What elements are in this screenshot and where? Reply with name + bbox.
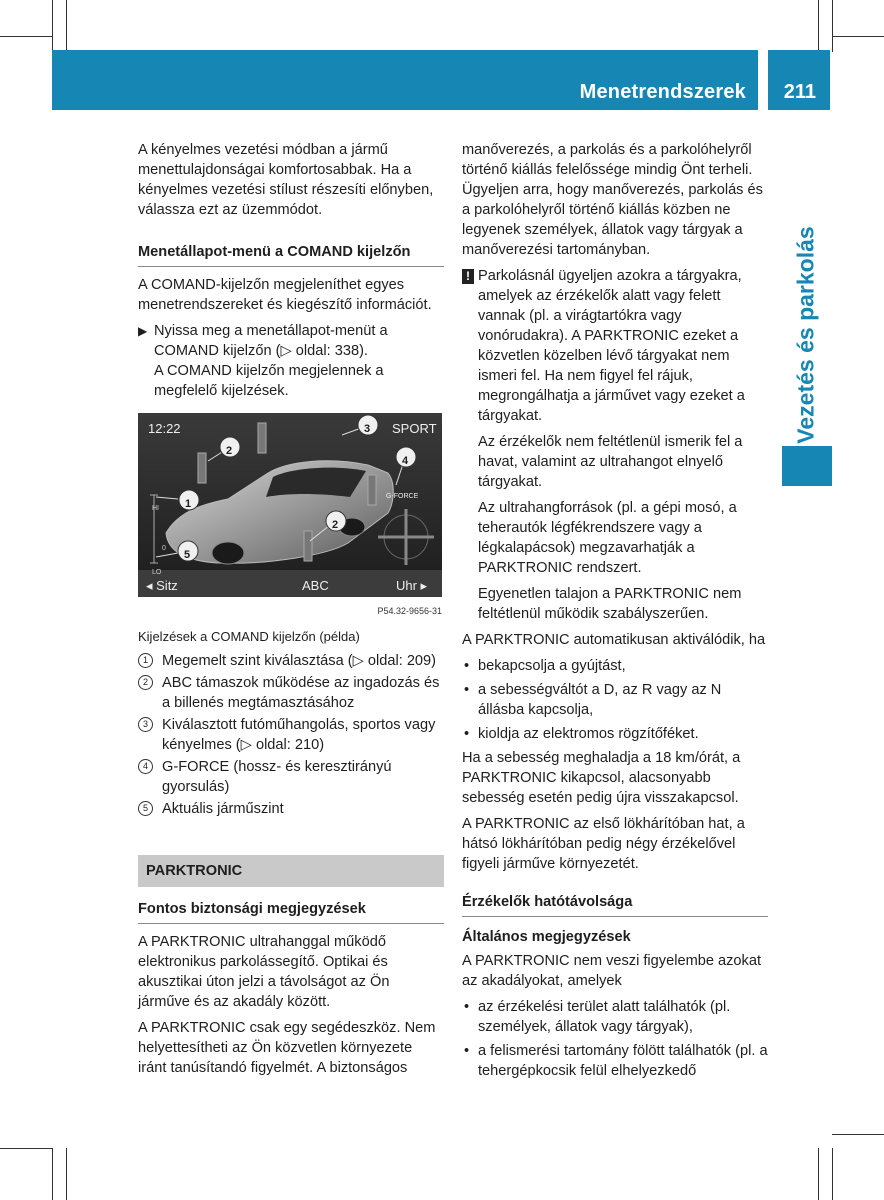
crop-mark [832, 1148, 833, 1200]
step-text: Nyissa meg a menetállapot-menüt a COMAND kijelzőn (▷ oldal: 338). [154, 323, 388, 359]
figure-reference: P54.32-9656-31 [377, 606, 442, 616]
circled-number-icon: 3 [138, 717, 153, 732]
list-item [462, 656, 768, 676]
bullet-icon: • [464, 658, 470, 674]
page-title: Menetrendszerek [579, 81, 746, 103]
paragraph: A PARKTRONIC automatikusan aktiválódik, ha [462, 632, 766, 648]
right-column [462, 140, 768, 1085]
list-item-text: G-FORCE (hossz- és keresztirányú gyorsulás) [162, 759, 392, 795]
list-item [462, 680, 768, 720]
level-lo-label: LO [152, 569, 162, 576]
warning-text: Az érzékelők nem feltétlenül ismerik fel a havat, valamint az ultrahangot elnyelő tárgyakat. [478, 434, 743, 490]
gforce-label: G-FORCE [386, 493, 419, 500]
list-item [138, 673, 444, 713]
list-item [462, 1041, 768, 1081]
circled-number-icon: 5 [138, 801, 153, 816]
step-arrow-icon: ▶ [138, 324, 148, 338]
bullet-icon: • [464, 1043, 470, 1059]
level-hi-label: HI [152, 505, 159, 512]
crop-mark [818, 1148, 819, 1200]
list-item-text: Kiválasztott futóműhangolás, sportos vagy kényelmes (▷ oldal: 210) [162, 717, 436, 753]
bullet-icon: • [464, 726, 470, 742]
crop-mark [832, 36, 884, 37]
crop-mark [0, 36, 52, 37]
callout-4-label: 4 [402, 455, 409, 467]
crop-mark [0, 1148, 52, 1149]
list-item [462, 997, 768, 1037]
softkey-left: ◂ Sitz [146, 578, 178, 593]
clock-label: 12:22 [148, 421, 181, 436]
page-number-box [768, 50, 830, 110]
crop-mark [52, 0, 53, 52]
step-result [138, 361, 444, 401]
callout-2b-label: 2 [332, 519, 339, 531]
warning-icon: ! [462, 269, 474, 284]
warning-text: Az ultrahangforrások (pl. a gépi mosó, a teherautók légfékrendszere vagy a légkalapácsok) megzavarhatják a PARKTRONIC rendszert. [478, 500, 737, 576]
circled-number-icon: 4 [138, 759, 153, 774]
crop-mark [832, 0, 833, 52]
legend-list [138, 651, 444, 819]
list-item-text: Megemelt szint kiválasztása (▷ oldal: 209) [162, 653, 437, 669]
comand-display-figure [138, 413, 442, 597]
chapter-tab [780, 225, 832, 445]
intro-paragraph: A kényelmes vezetési módban a jármű menettulajdonságai komfortosabbak. Ha a kényelmes vezetési stílust részesíti előnyben, válassza ezt az üzemmódot. [138, 142, 434, 218]
list-item-text: a sebességváltót a D, az R vagy az N állásba kapcsolja, [478, 682, 722, 718]
circled-number-icon: 1 [138, 653, 153, 668]
crop-mark [52, 1148, 53, 1200]
section-heading: Menetállapot-menü a COMAND kijelzőn [138, 242, 444, 267]
callout-5-label: 5 [184, 549, 191, 561]
section-heading: Fontos biztonsági megjegyzések [138, 899, 444, 924]
subsection-heading: Általános megjegyzések [462, 929, 631, 945]
list-item-text: ABC támaszok működése az ingadozás és a billenés megtámasztásához [162, 675, 440, 711]
list-item [138, 799, 444, 819]
list-item [138, 715, 444, 755]
list-item [462, 724, 768, 744]
warning-text: Parkolásnál ügyeljen azokra a tárgyakra, amelyek az érzékelők alatt vagy felett vannak (pl. a virágtartókra vagy vonórudakra). A PARKTRONIC ezeket a közvetlen közelben lévő tárgyakat nem ismeri fel. Ha nem figyel fel rájuk, megrongálhatja a járművet vagy ezeket a tárgyakat. [478, 268, 745, 424]
callout-2a-label: 2 [226, 445, 233, 457]
instruction-step [138, 321, 444, 361]
list-item-text: a felismerési tartomány fölött találhatók (pl. a tehergépkocsik felül elhelyezkedő [478, 1043, 768, 1079]
section-heading: Érzékelők hatótávolsága [462, 892, 768, 917]
paragraph: manőverezés, a parkolás és a parkolóhelyről történő kiállás felelőssége mindig Önt terheli. Ügyeljen arra, hogy manőverezés, parkolás és a parkolóhelyről történő kiállás közben ne legyenek személyek, állatok vagy tárgyak a manőverezési tartományban. [462, 142, 763, 258]
crop-mark [832, 1134, 884, 1135]
callout-1-label: 1 [185, 498, 192, 510]
figure-caption: Kijelzések a COMAND kijelzőn (példa) [138, 629, 360, 644]
page-number: 211 [783, 81, 816, 103]
paragraph: A PARKTRONIC nem veszi figyelembe azokat az akadályokat, amelyek [462, 953, 762, 989]
level-zero-label: 0 [162, 545, 166, 552]
list-item [138, 651, 444, 671]
step-result-text: A COMAND kijelzőn megjelennek a megfelelő kijelzések. [154, 363, 384, 399]
list-item [138, 757, 444, 797]
list-item-text: az érzékelési terület alatt találhatók (pl. személyek, állatok vagy tárgyak), [478, 999, 731, 1035]
paragraph: A PARKTRONIC az első lökhárítóban hat, a hátsó lökhárítóban pedig négy érzékelővel figyeli járműve környezetét. [462, 816, 745, 872]
list-item-text: Aktuális járműszint [162, 801, 284, 817]
paragraph: A PARKTRONIC ultrahanggal működő elektronikus parkolássegítő. Optikai és akusztikai úton jelzi a távolságot az Ön járműve és az akadály között. [138, 934, 390, 1010]
circled-number-icon: 2 [138, 675, 153, 690]
list-item-text: bekapcsolja a gyújtást, [478, 658, 626, 674]
warning-block [462, 266, 768, 624]
bullet-icon: • [464, 682, 470, 698]
chapter-tab-label: Vezetés és parkolás [792, 226, 819, 444]
softkey-right: Uhr ▸ [396, 578, 428, 593]
list-item-text: kioldja az elektromos rögzítőféket. [478, 726, 699, 742]
paragraph: A COMAND-kijelzőn megjeleníthet egyes menetrendszereket és kiegészítő információt. [138, 277, 432, 313]
paragraph: A PARKTRONIC csak egy segédeszköz. Nem helyettesítheti az Ön közvetlen környezete iránt tanúsítandó figyelmét. A biztonságos [138, 1020, 436, 1076]
callout-3-label: 3 [364, 423, 371, 435]
sport-label: SPORT [392, 421, 437, 436]
crop-mark [66, 0, 67, 52]
section-banner: PARKTRONIC [138, 855, 444, 887]
softkey-center: ABC [302, 578, 329, 593]
crop-mark [66, 1148, 67, 1200]
chapter-marker [782, 446, 832, 486]
crop-mark [818, 0, 819, 52]
left-column [138, 140, 444, 1084]
warning-text: Egyenetlen talajon a PARKTRONIC nem feltétlenül működik szabályszerűen. [478, 586, 742, 622]
bullet-icon: • [464, 999, 470, 1015]
header-bar [52, 50, 758, 110]
paragraph: Ha a sebesség meghaladja a 18 km/órát, a PARKTRONIC kikapcsol, alacsonyabb sebesség esetén pedig újra visszakapcsol. [462, 750, 741, 806]
